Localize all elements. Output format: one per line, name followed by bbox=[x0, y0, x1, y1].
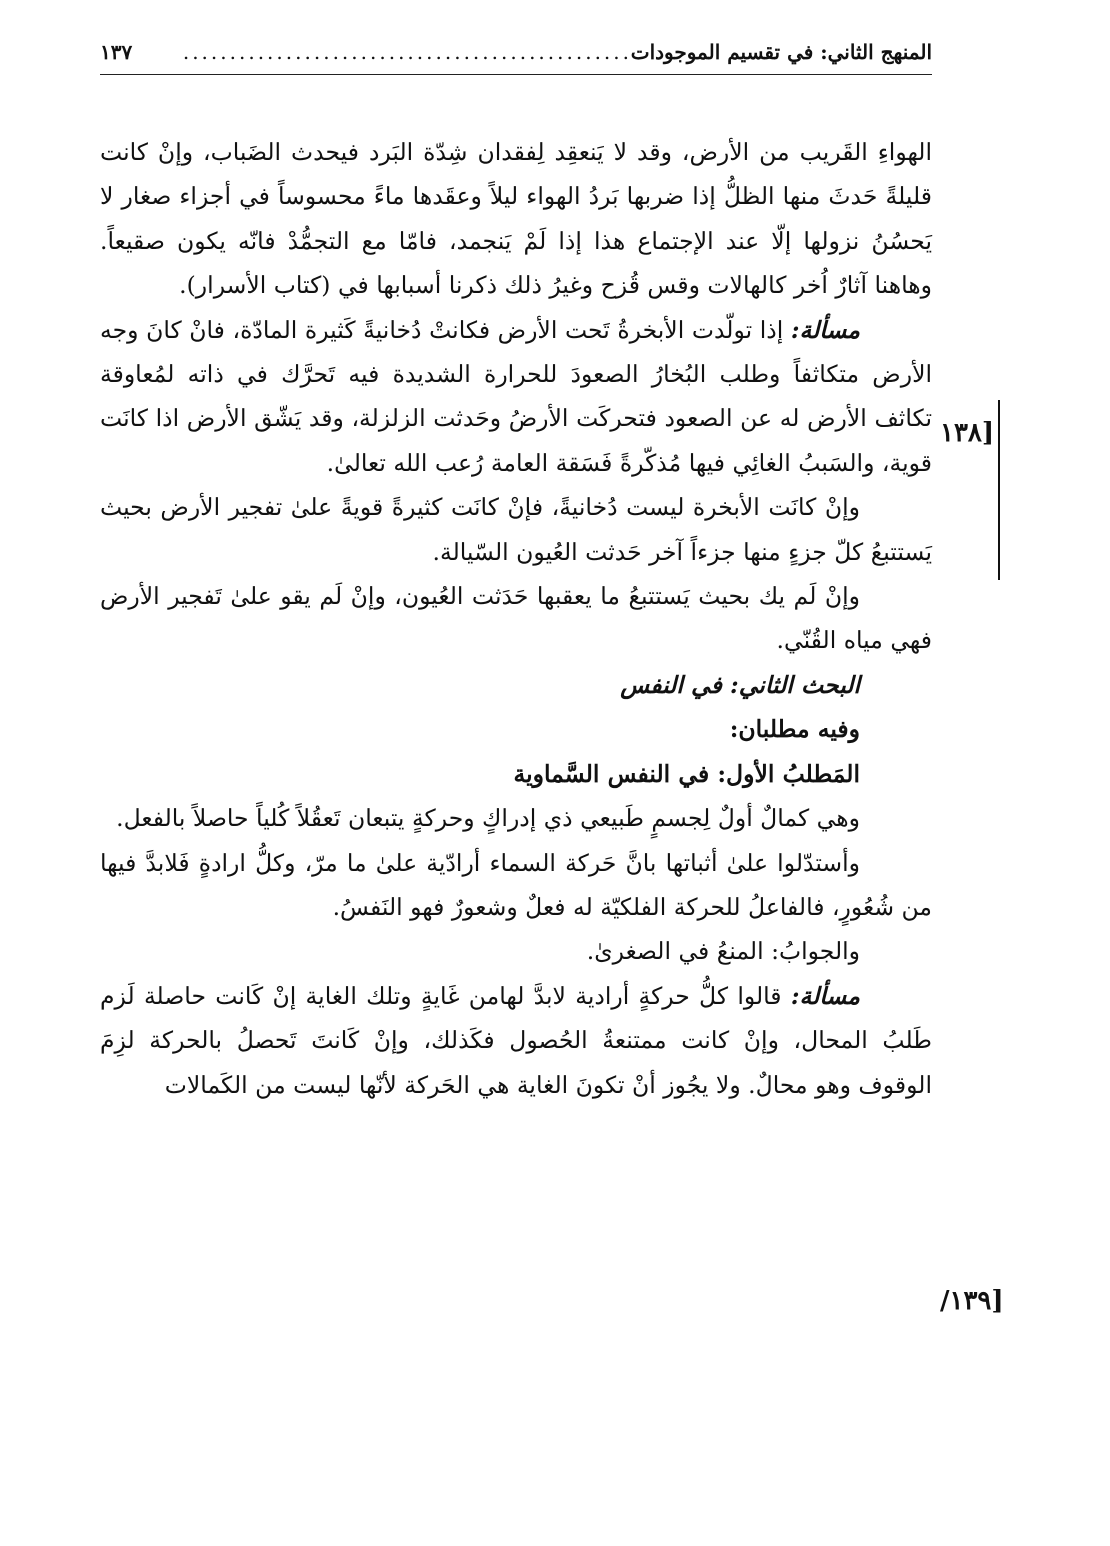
paragraph-2 bbox=[100, 308, 932, 486]
paragraph-6: وأستدّلوا علىٰ أثباتها بانَّ حَركة السماء أرادّية علىٰ ما مرّ، وكلُّ ارادةٍ فَلابدَّ فيها من شُعُورٍ، فالفاعلُ للحركة الفلكيّة له فعلٌ وشعورٌ فهو النَفسُ. bbox=[100, 848, 932, 921]
paragraph-1: الهواءِ القَريب من الأرض، وقد لا يَنعقِد لِفقدان شِدّة البَرد فيحدث الضَباب، وإنْ كانت قليلةً حَدثَ منها الظلُّ إذا ضربها بَردُ الهواء ليلاً وعقَدها ماءً محسوساً في أجزاء صغار لا يَحسُنُ نزولها إلّا عند الإجتماع هذا إذا لَمْ يَنجمد، فامّا مع التجمُّدْ فانّه يكون صقيعاً. وهاهنا آثارٌ اُخر كالهالات وقس قُزح وغيرُ ذلك ذكرنا أسبابها في (كتاب الأسرار). bbox=[100, 138, 932, 300]
issue-label: مسألة: bbox=[790, 315, 860, 344]
paragraph-8-text: قالوا كلُّ حركةٍ أرادية لابدَّ لهامن غَايةٍ وتلك الغاية إنْ كَانت حاصلة لَزم طَلبُ المحال، وإنْ كانت ممتنعةُ الحُصول فكَذلك، وإنْ كَانتَ تَحصلُ بالحركة لزِمَ الوقوف وهو محالٌ. ولا يجُوز أنْ تكونَ الغاية هي الحَركة لأنّها ليست من الكَمالات bbox=[100, 981, 932, 1099]
subsection-heading: المَطلبُ الأول: في النفس السَّماوية bbox=[513, 759, 860, 788]
paragraph-5: وهي كمالٌ أولٌ لِجسمٍ طَبيعي ذي إدراكٍ وحركةٍ يتبعان تَعقُلاً كُلياً حاصلاً بالفعل. bbox=[116, 804, 860, 833]
header-rule bbox=[100, 74, 932, 75]
running-header bbox=[100, 40, 932, 74]
section-marker-139: [١٣٩/ bbox=[940, 1286, 1004, 1316]
paragraph-4: وإنْ لَم يك بحيث يَستتبعُ ما يعقبها حَدَثت العُيون، وإنْ لَم يقو علىٰ تَفجير الأرض فهي مياه القُنّي. bbox=[100, 582, 932, 655]
issue-label-2: مسألة: bbox=[790, 981, 860, 1010]
section-heading: البحث الثاني: في النفس bbox=[620, 670, 860, 699]
paragraph-8 bbox=[100, 974, 932, 1107]
body-text bbox=[100, 130, 932, 1107]
header-title: المنهج الثاني: في تقسيم الموجودات bbox=[630, 40, 932, 64]
margin-bar bbox=[998, 400, 1000, 580]
paragraph-2-text: إذا تولّدت الأبخرةُ تَحت الأرض فكانتْ دُخانيةً كَثيرة المادّة، فانْ كانَ وجه الأرض متكاثفاً وطلب البُخارُ الصعودَ للحرارة الشديدة فيه تَحرَّك في ذاته لمُعاوقة تكاثف الأرض له عن الصعود فتحركَت الأرضُ وحَدثت الزلزلة، وقد يَشّق الأرض اذا كانَت قوية، والسَببُ الغائِي فيها مُذكّرةً فَسَقة العامة رُعب الله تعالىٰ. bbox=[100, 315, 932, 477]
subsection-intro: وفيه مطلبان: bbox=[729, 715, 860, 744]
page-number: ١٣٧ bbox=[100, 40, 133, 64]
paragraph-3: وإنْ كانَت الأبخرة ليست دُخانيةً، فإنْ كانَت كثيرةً قويةً علىٰ تفجير الأرض بحيث يَستتبعُ كلّ جزءٍ منها جزءاً آخر حَدثت العُيون السّيالة. bbox=[100, 493, 932, 566]
header-leader-dots: ................................................ bbox=[182, 40, 632, 64]
paragraph-7: والجوابُ: المنعُ في الصغرىٰ. bbox=[586, 937, 860, 966]
section-marker-138: [١٣٨ bbox=[940, 418, 995, 448]
